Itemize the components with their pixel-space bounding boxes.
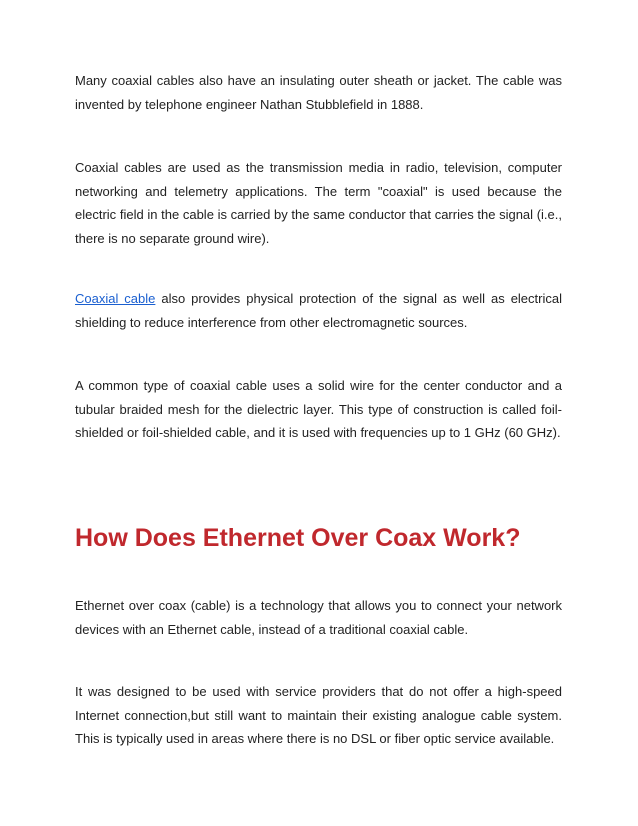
paragraph-construction: A common type of coaxial cable uses a solid wire for the center conductor and a tubular braided mesh for the dielectric layer. This type of construction is called foil-shielded or foil-shielded cable, and it is used with frequencies up to 1 GHz (60 GHz). [75, 378, 562, 440]
section-heading: How Does Ethernet Over Coax Work? [75, 524, 521, 552]
paragraph-physical-protection-text: also provides physical protection of the signal as well as electrical shielding to reduce interference from other electromagnetic sources. [75, 291, 562, 330]
paragraph-physical-protection [75, 287, 562, 334]
paragraph-service-providers: It was designed to be used with service providers that do not offer a high-speed Internet connection,but still want to maintain their existing analogue cable system. This is typically used in areas where there is no DSL or fiber optic service available. [75, 684, 562, 746]
paragraph-ethernet-over-coax: Ethernet over coax (cable) is a technology that allows you to connect your network devices with an Ethernet cable, instead of a traditional coaxial cable. [75, 598, 562, 637]
coaxial-cable-link[interactable]: Coaxial cable [75, 291, 156, 306]
paragraph-sheath: Many coaxial cables also have an insulating outer sheath or jacket. The cable was invented by telephone engineer Nathan Stubblefield in 1888. [75, 73, 562, 112]
paragraph-transmission-media: Coaxial cables are used as the transmission media in radio, television, computer networking and telemetry applications. The term "coaxial" is used because the electric field in the cable is carried by the same conductor that carries the signal (i.e., there is no separate ground wire). [75, 160, 562, 246]
